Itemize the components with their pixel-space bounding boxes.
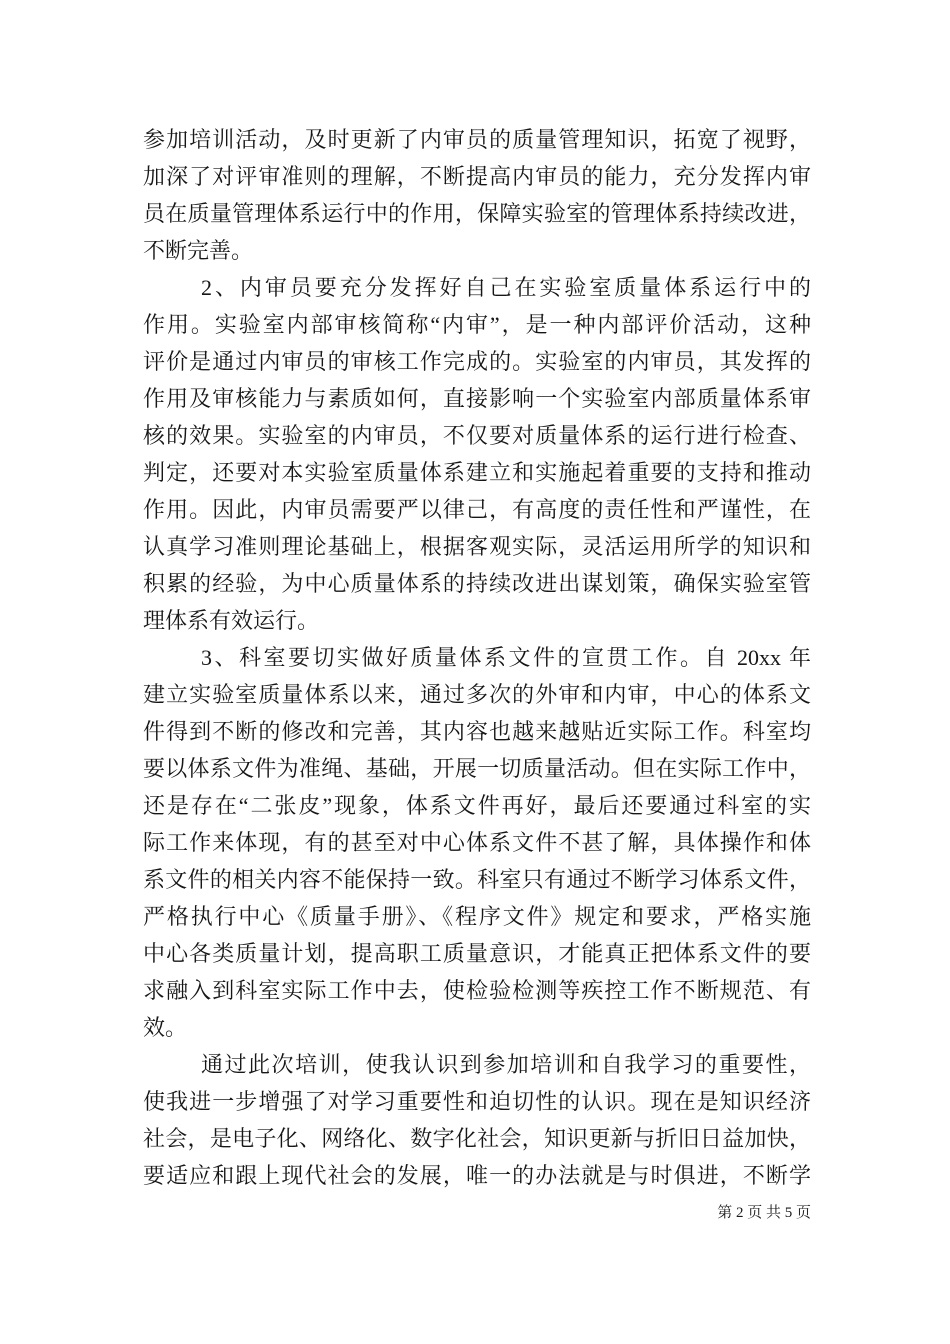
text-line: 核的效果。实验室的内审员，不仅要对质量体系的运行进行检查、 <box>143 423 811 448</box>
text-line: 不断完善。 <box>143 238 254 263</box>
text-line: 评价是通过内审员的审核工作完成的。实验室的内审员，其发挥的 <box>143 349 811 374</box>
text-line: 件得到不断的修改和完善，其内容也越来越贴近实际工作。科室均 <box>143 719 811 744</box>
page-number-label: 第 2 页 共 5 页 <box>717 1205 811 1221</box>
text-line: 还是存在“二张皮”现象，体系文件再好，最后还要通过科室的实 <box>143 793 811 818</box>
text-line: 系文件的相关内容不能保持一致。科室只有通过不断学习体系文件， <box>143 867 811 892</box>
text-line: 加深了对评审准则的理解，不断提高内审员的能力，充分发挥内审 <box>143 164 811 189</box>
text-line: 作用。因此，内审员需要严以律己，有高度的责任性和严谨性，在 <box>143 497 811 522</box>
text-line: 3、科室要切实做好质量体系文件的宣贯工作。自 20xx 年 <box>201 645 811 670</box>
text-line: 2、内审员要充分发挥好自己在实验室质量体系运行中的 <box>201 275 811 300</box>
text-line: 参加培训活动，及时更新了内审员的质量管理知识，拓宽了视野， <box>143 127 811 152</box>
text-line: 通过此次培训，使我认识到参加培训和自我学习的重要性， <box>201 1052 811 1077</box>
text-line: 积累的经验，为中心质量体系的持续改进出谋划策，确保实验室管 <box>143 571 811 596</box>
text-line: 作用及审核能力与素质如何，直接影响一个实验室内部质量体系审 <box>143 386 811 411</box>
text-line: 判定，还要对本实验室质量体系建立和实施起着重要的支持和推动 <box>143 460 811 485</box>
text-line: 要以体系文件为准绳、基础，开展一切质量活动。但在实际工作中， <box>143 756 811 781</box>
text-line: 效。 <box>143 1015 188 1040</box>
text-line: 要适应和跟上现代社会的发展，唯一的办法就是与时俱进，不断学 <box>143 1163 811 1188</box>
text-line: 社会，是电子化、网络化、数字化社会，知识更新与折旧日益加快， <box>143 1126 811 1151</box>
text-line: 求融入到科室实际工作中去，使检验检测等疾控工作不断规范、有 <box>143 978 811 1003</box>
text-line: 际工作来体现，有的甚至对中心体系文件不甚了解，具体操作和体 <box>143 830 811 855</box>
text-line: 作用。实验室内部审核简称“内审”，是一种内部评价活动，这种 <box>143 312 811 337</box>
text-line: 中心各类质量计划，提高职工质量意识，才能真正把体系文件的要 <box>143 941 811 966</box>
text-line: 员在质量管理体系运行中的作用，保障实验室的管理体系持续改进， <box>143 201 811 226</box>
text-line: 认真学习准则理论基础上，根据客观实际，灵活运用所学的知识和 <box>143 534 811 559</box>
text-line: 理体系有效运行。 <box>143 608 320 633</box>
text-line: 使我进一步增强了对学习重要性和迫切性的认识。现在是知识经济 <box>143 1089 811 1114</box>
text-line: 建立实验室质量体系以来，通过多次的外审和内审，中心的体系文 <box>143 682 811 707</box>
page-number <box>143 1202 811 1224</box>
text-line: 严格执行中心《质量手册》、《程序文件》规定和要求，严格实施 <box>143 904 811 929</box>
document-body <box>143 121 811 1194</box>
